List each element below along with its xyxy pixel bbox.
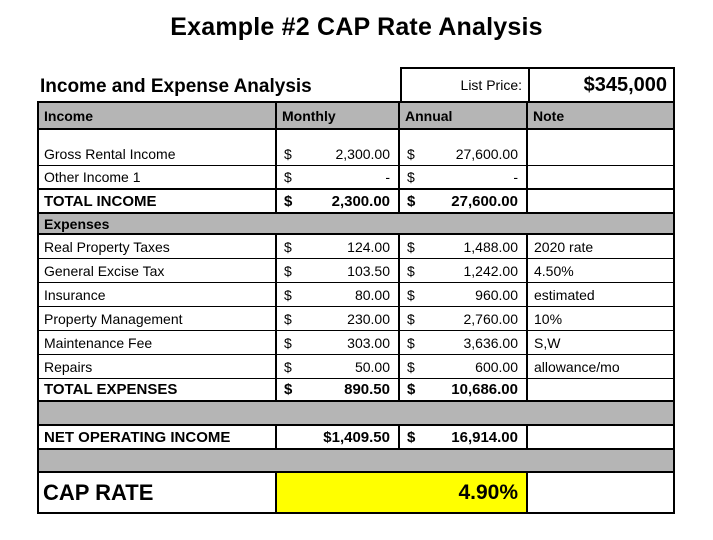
currency-symbol: $ bbox=[407, 169, 415, 185]
monthly-cell bbox=[277, 166, 400, 188]
annual-cell bbox=[400, 355, 528, 378]
monthly-amount: 303.00 bbox=[347, 334, 390, 351]
currency-symbol: $ bbox=[284, 381, 293, 398]
note-cell: S,W bbox=[534, 334, 561, 351]
currency-symbol: $ bbox=[284, 238, 292, 255]
table-row-total-income bbox=[39, 190, 673, 214]
note-cell: 4.50% bbox=[534, 262, 574, 279]
annual-amount: - bbox=[513, 169, 518, 185]
spacer-row bbox=[39, 450, 673, 473]
annual-amount: 10,686.00 bbox=[451, 381, 518, 398]
annual-cell bbox=[400, 259, 528, 282]
currency-symbol: $ bbox=[284, 358, 292, 375]
monthly-amount: - bbox=[385, 169, 390, 185]
list-price-value: $345,000 bbox=[528, 67, 675, 101]
page-title: Example #2 CAP Rate Analysis bbox=[170, 13, 543, 41]
monthly-amount: 124.00 bbox=[347, 238, 390, 255]
table-row-general-excise-tax bbox=[39, 259, 673, 283]
currency-symbol: $ bbox=[407, 358, 415, 375]
table-row-gross-rental-income bbox=[39, 130, 673, 166]
table-header-row bbox=[39, 103, 673, 130]
monthly-amount: 230.00 bbox=[347, 310, 390, 327]
currency-symbol: $ bbox=[284, 262, 292, 279]
currency-symbol: $ bbox=[407, 428, 416, 446]
monthly-amount: 2,300.00 bbox=[335, 146, 390, 162]
table-row-cap-rate bbox=[39, 473, 673, 512]
currency-symbol: $ bbox=[284, 146, 292, 162]
income-expense-table bbox=[37, 101, 675, 514]
cap-rate-value-highlighted: 4.90% bbox=[277, 473, 528, 512]
currency-symbol: $ bbox=[284, 192, 293, 210]
monthly-cell bbox=[277, 355, 400, 378]
row-label: General Excise Tax bbox=[39, 259, 277, 282]
note-cell: 10% bbox=[534, 310, 563, 327]
currency-symbol: $ bbox=[407, 146, 415, 162]
row-label: TOTAL EXPENSES bbox=[39, 379, 277, 400]
list-price-label: List Price: bbox=[400, 67, 528, 101]
monthly-amount: 890.50 bbox=[344, 381, 390, 398]
row-label: Real Property Taxes bbox=[39, 235, 277, 258]
annual-amount: 960.00 bbox=[475, 286, 518, 303]
note-cell bbox=[528, 166, 673, 188]
monthly-cell bbox=[277, 283, 400, 306]
note-cell bbox=[528, 426, 673, 448]
expenses-section-header bbox=[39, 214, 673, 235]
column-header-income: Income bbox=[39, 103, 277, 128]
annual-cell bbox=[400, 331, 528, 354]
column-header-annual: Annual bbox=[400, 103, 528, 128]
annual-amount: 1,488.00 bbox=[463, 238, 518, 255]
annual-amount: 16,914.00 bbox=[451, 428, 518, 446]
note-cell bbox=[528, 190, 673, 212]
annual-amount: 2,760.00 bbox=[463, 310, 518, 327]
section-title: Income and Expense Analysis bbox=[40, 76, 312, 97]
annual-cell bbox=[400, 426, 528, 448]
currency-symbol: $ bbox=[284, 310, 292, 327]
annual-cell bbox=[400, 190, 528, 212]
table-row-net-operating-income bbox=[39, 426, 673, 450]
currency-symbol: $ bbox=[284, 286, 292, 303]
note-cell: 2020 rate bbox=[534, 238, 594, 255]
annual-cell bbox=[400, 130, 528, 165]
table-row-repairs bbox=[39, 355, 673, 379]
annual-cell bbox=[400, 379, 528, 400]
row-label: Insurance bbox=[39, 283, 277, 306]
table-row-property-management bbox=[39, 307, 673, 331]
note-cell bbox=[528, 473, 673, 512]
table-row-insurance bbox=[39, 283, 673, 307]
row-label: NET OPERATING INCOME bbox=[39, 426, 277, 448]
monthly-cell bbox=[277, 130, 400, 165]
annual-amount: 1,242.00 bbox=[463, 262, 518, 279]
currency-symbol: $ bbox=[407, 310, 415, 327]
currency-symbol: $ bbox=[407, 334, 415, 351]
note-cell bbox=[528, 130, 673, 165]
annual-amount: 3,636.00 bbox=[463, 334, 518, 351]
note-cell: estimated bbox=[534, 286, 595, 303]
annual-amount: 600.00 bbox=[475, 358, 518, 375]
row-label: Other Income 1 bbox=[39, 166, 277, 188]
annual-cell bbox=[400, 307, 528, 330]
annual-amount: 27,600.00 bbox=[451, 192, 518, 210]
currency-symbol: $ bbox=[407, 286, 415, 303]
monthly-amount: 80.00 bbox=[354, 286, 390, 303]
column-header-note: Note bbox=[533, 107, 565, 124]
currency-symbol: $ bbox=[407, 238, 415, 255]
spacer-row bbox=[39, 402, 673, 426]
monthly-cell bbox=[277, 235, 400, 258]
table-row-total-expenses bbox=[39, 379, 673, 402]
note-cell: allowance/mo bbox=[534, 358, 620, 375]
row-label: Repairs bbox=[39, 355, 277, 378]
cap-rate-label: CAP RATE bbox=[39, 473, 277, 512]
note-cell bbox=[528, 379, 673, 400]
annual-amount: 27,600.00 bbox=[455, 146, 518, 162]
currency-symbol: $ bbox=[284, 334, 292, 351]
currency-symbol: $ bbox=[407, 262, 415, 279]
monthly-cell bbox=[277, 307, 400, 330]
monthly-cell bbox=[277, 190, 400, 212]
analysis-header-row bbox=[37, 67, 675, 101]
monthly-cell bbox=[277, 331, 400, 354]
table-row-other-income bbox=[39, 166, 673, 190]
annual-cell bbox=[400, 235, 528, 258]
column-header-monthly: Monthly bbox=[277, 103, 400, 128]
monthly-amount: 50.00 bbox=[354, 358, 390, 375]
row-label: TOTAL INCOME bbox=[39, 190, 277, 212]
row-label: Maintenance Fee bbox=[39, 331, 277, 354]
row-label: Gross Rental Income bbox=[39, 130, 277, 165]
currency-symbol: $ bbox=[284, 169, 292, 185]
monthly-amount: 103.50 bbox=[347, 262, 390, 279]
monthly-cell bbox=[277, 259, 400, 282]
monthly-cell: $1,409.50 bbox=[277, 426, 400, 448]
table-row-real-property-taxes bbox=[39, 235, 673, 259]
annual-cell bbox=[400, 166, 528, 188]
row-label: Property Management bbox=[39, 307, 277, 330]
monthly-amount: 2,300.00 bbox=[331, 192, 390, 210]
monthly-cell bbox=[277, 379, 400, 400]
annual-cell bbox=[400, 283, 528, 306]
expenses-section-label: Expenses bbox=[44, 215, 110, 232]
currency-symbol: $ bbox=[407, 192, 416, 210]
table-row-maintenance-fee bbox=[39, 331, 673, 355]
currency-symbol: $ bbox=[407, 381, 416, 398]
